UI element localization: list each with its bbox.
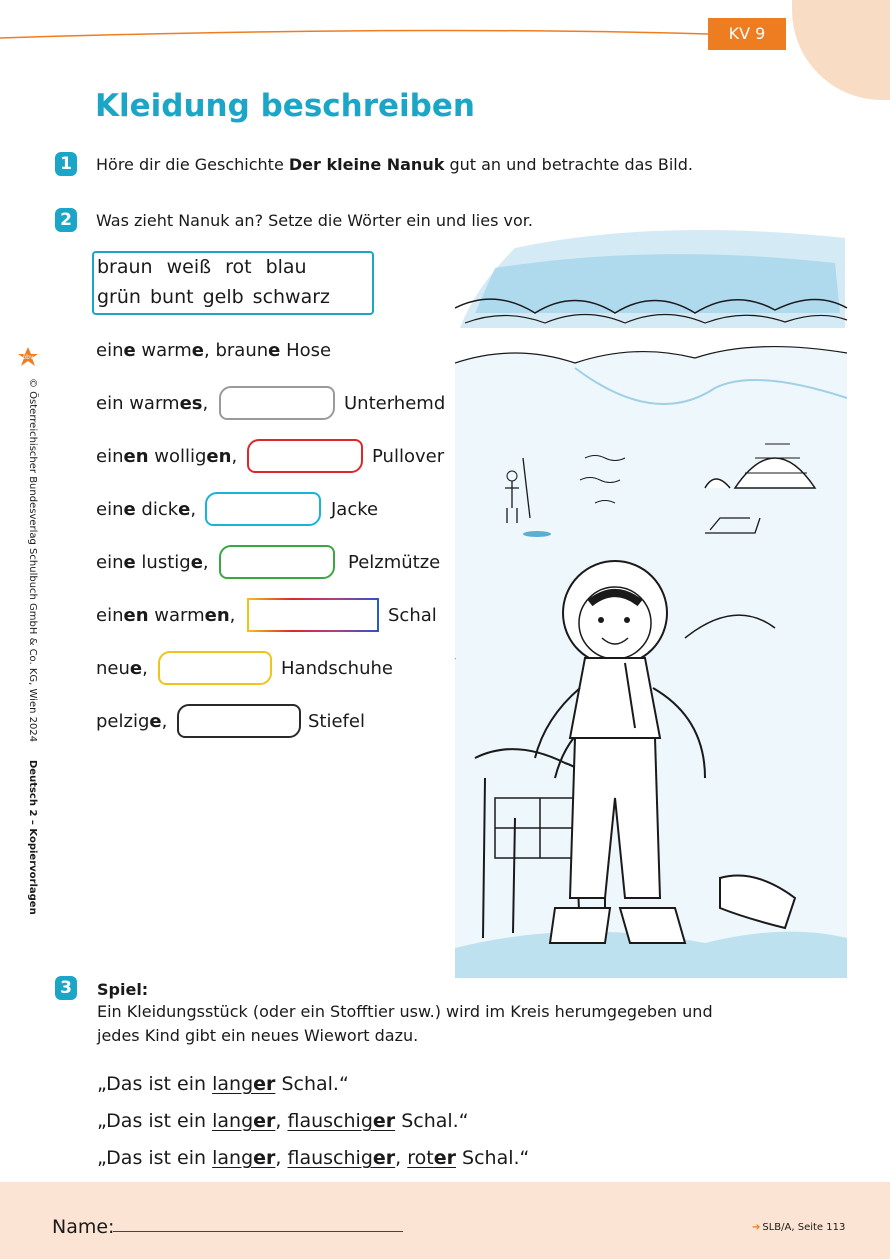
example-line: eine warme, braune Hose: [96, 340, 332, 361]
task-1-text: Höre dir die Geschichte Der kleine Nanuk gut an und betrachte das Bild.: [96, 155, 693, 174]
line-stiefel: pelzige,: [96, 711, 168, 732]
game-heading: Spiel:: [97, 980, 149, 999]
page-reference: ➔ SLB/A, Seite 113: [752, 1222, 846, 1233]
blank-handschuhe[interactable]: [158, 651, 272, 685]
publisher-logo-icon: [16, 345, 40, 371]
task-2-text: Was zieht Nanuk an? Setze die Wörter ein und lies vor.: [96, 211, 533, 230]
noun-stiefel: Stiefel: [308, 711, 365, 732]
copyright-text: © Österreichischer Bundesverlag Schulbuch GmbH & Co. KG, Wien 2024: [27, 378, 38, 743]
copyright-vertical: [27, 378, 50, 743]
word: gelb: [202, 286, 244, 308]
line-pelzmuetze: eine lustige,: [96, 552, 209, 573]
example-sentence-1: „Das ist ein langer Schal.“: [97, 1073, 349, 1095]
noun-unterhemd: Unterhemd: [344, 393, 446, 414]
logo-text: öbv: [22, 354, 34, 361]
line-jacke: eine dicke,: [96, 499, 197, 520]
blank-stiefel[interactable]: [177, 704, 301, 738]
word: schwarz: [252, 286, 331, 308]
arrow-right-icon: ➔: [752, 1222, 761, 1233]
line-schal: einen warmen,: [96, 605, 236, 626]
blank-unterhemd[interactable]: [219, 386, 335, 420]
book-title-text: Deutsch 2 – Kopiervorlagen: [27, 760, 38, 915]
footer: [0, 1182, 890, 1259]
word-box: [92, 251, 374, 315]
task-number-1: 1: [55, 152, 77, 176]
word: blau: [265, 256, 307, 278]
line-unterhemd: ein warmes,: [96, 393, 209, 414]
word-row-2: [97, 286, 344, 308]
line-handschuhe: neue,: [96, 658, 148, 679]
noun-handschuhe: Handschuhe: [281, 658, 393, 679]
task-number-2: 2: [55, 208, 77, 232]
task-number-3: 3: [55, 976, 77, 1000]
word: bunt: [149, 286, 194, 308]
word: weiß: [166, 256, 212, 278]
word-row-1: [97, 256, 321, 278]
line-pullover: einen wolligen,: [96, 446, 238, 467]
noun-pullover: Pullover: [372, 446, 445, 467]
name-label: Name:: [52, 1216, 115, 1238]
kv-badge: KV 9: [708, 18, 786, 50]
blank-pullover[interactable]: [247, 439, 363, 473]
nanuk-illustration: [455, 218, 850, 978]
game-line-1: Ein Kleidungsstück (oder ein Stofftier usw.) wird im Kreis herumgegeben und: [97, 1002, 713, 1021]
game-line-2: jedes Kind gibt ein neues Wiewort dazu.: [97, 1026, 419, 1045]
page-title: Kleidung beschreiben: [95, 88, 475, 124]
word: rot: [225, 256, 252, 278]
book-title-vertical: [27, 760, 50, 915]
name-field[interactable]: [113, 1231, 403, 1232]
blank-jacke[interactable]: [205, 492, 321, 526]
example-sentence-3: „Das ist ein langer, flauschiger, roter Schal.“: [97, 1147, 530, 1169]
noun-schal: Schal: [388, 605, 437, 626]
word: grün: [97, 286, 141, 308]
noun-pelzmuetze: Pelzmütze: [348, 552, 441, 573]
example-sentence-2: „Das ist ein langer, flauschiger Schal.“: [97, 1110, 469, 1132]
word: braun: [97, 256, 153, 278]
blank-pelzmuetze[interactable]: [219, 545, 335, 579]
blank-schal[interactable]: [247, 598, 379, 632]
noun-jacke: Jacke: [331, 499, 379, 520]
